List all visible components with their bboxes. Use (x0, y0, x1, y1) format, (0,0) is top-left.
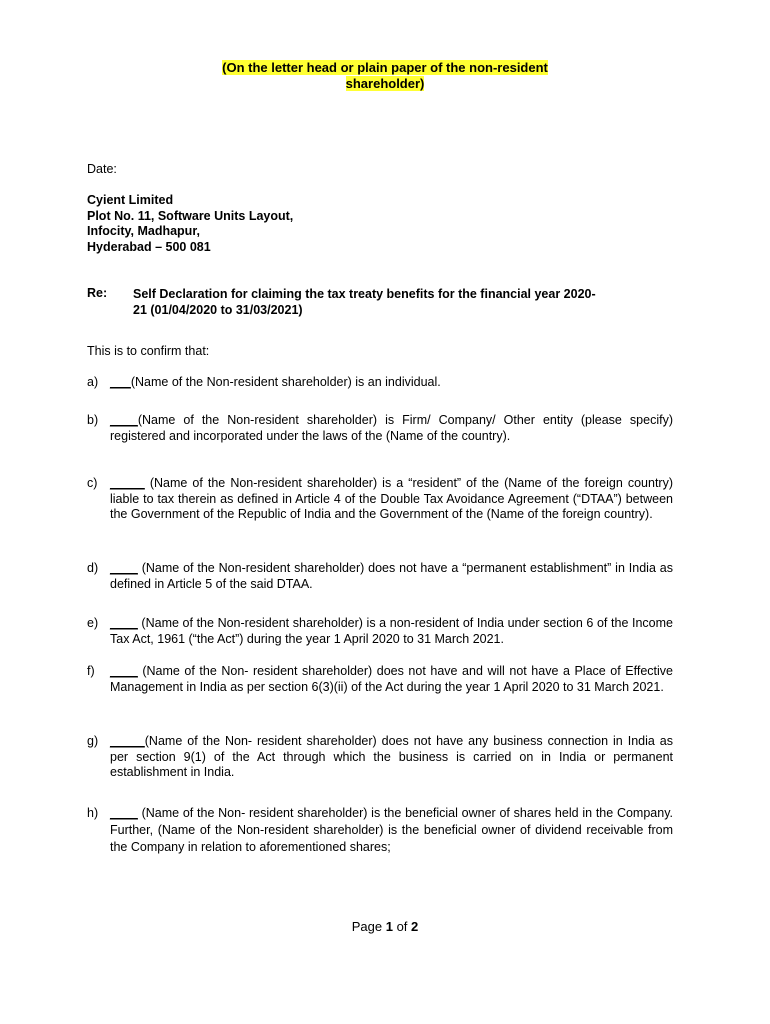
page-word: Page (351, 919, 383, 934)
item-marker: g) (87, 734, 99, 748)
address-block (87, 193, 293, 256)
name-blank: ____ (110, 616, 138, 630)
page-number (0, 919, 770, 934)
address-line-plot: Plot No. 11, Software Units Layout, (87, 208, 294, 223)
page-total: 2 (411, 919, 419, 934)
name-blank: ___ (110, 375, 131, 389)
subject-text (133, 286, 678, 318)
item-text: (Name of the Non- resident shareholder) is the beneficial owner of shares held in the Company. Further, (Name of the Non-resident shareholder) is the beneficial owner of dividend receivable from the Company in relation to aforementioned shares; (110, 806, 673, 854)
name-blank: _____ (110, 476, 145, 490)
page-of: of (396, 919, 408, 934)
item-marker: e) (87, 616, 99, 630)
page-current: 1 (385, 919, 393, 934)
header-note-line2: shareholder) (345, 76, 425, 91)
address-line-city: Hyderabad – 500 081 (87, 240, 211, 255)
item-marker: h) (87, 806, 99, 820)
subject-label: Re: (87, 286, 108, 300)
intro-text: This is to confirm that: (87, 344, 210, 358)
subject-line2: 21 (01/04/2020 to 31/03/2021) (133, 303, 303, 317)
address-line-company: Cyient Limited (87, 193, 174, 207)
address-line-area: Infocity, Madhapur, (87, 224, 200, 239)
item-text: (Name of the Non- resident shareholder) does not have any business connection in India as per section 9(1) of the Act through which the business is carried on in India or permanent establishment in India. (110, 734, 673, 779)
item-marker: f) (87, 664, 95, 678)
item-text: (Name of the Non- resident shareholder) does not have and will not have a Place of Effective Management in India as per section 6(3)(ii) of the Act during the year 1 April 2020 to 31 March 2021. (110, 664, 673, 694)
item-text: (Name of the Non-resident shareholder) does not have a “permanent establishment” in India as defined in Article 5 of the said DTAA. (110, 561, 673, 591)
date-label: Date: (87, 162, 117, 176)
item-text: (Name of the Non-resident shareholder) is a “resident” of the (Name of the foreign country) liable to tax therein as defined in Article 4 of the Double Tax Avoidance Agreement (“DTAA”) between the Government of the Republic of India and the Government of the (Name of the foreign country). (110, 476, 673, 521)
item-marker: a) (87, 375, 99, 389)
name-blank: ____ (110, 806, 138, 820)
item-text: (Name of the Non-resident shareholder) is an individual. (130, 375, 441, 389)
item-marker: b) (87, 413, 99, 427)
item-text: (Name of the Non-resident shareholder) is Firm/ Company/ Other entity (please specify) registered and incorporated under the laws of the (Name of the country). (110, 413, 673, 443)
header-note-line1: (On the letter head or plain paper of the non-resident (222, 60, 548, 75)
header-note (0, 60, 770, 92)
name-blank: ____ (110, 561, 138, 575)
item-marker: c) (87, 476, 98, 490)
item-text: (Name of the Non-resident shareholder) is a non-resident of India under section 6 of the Income Tax Act, 1961 (“the Act”) during the year 1 April 2020 to 31 March 2021. (110, 616, 673, 646)
item-marker: d) (87, 561, 99, 575)
subject-line1: Self Declaration for claiming the tax treaty benefits for the financial year 2020- (133, 287, 596, 301)
name-blank: ____ (110, 664, 138, 678)
name-blank: ____ (110, 413, 138, 427)
name-blank: _____ (110, 734, 145, 748)
